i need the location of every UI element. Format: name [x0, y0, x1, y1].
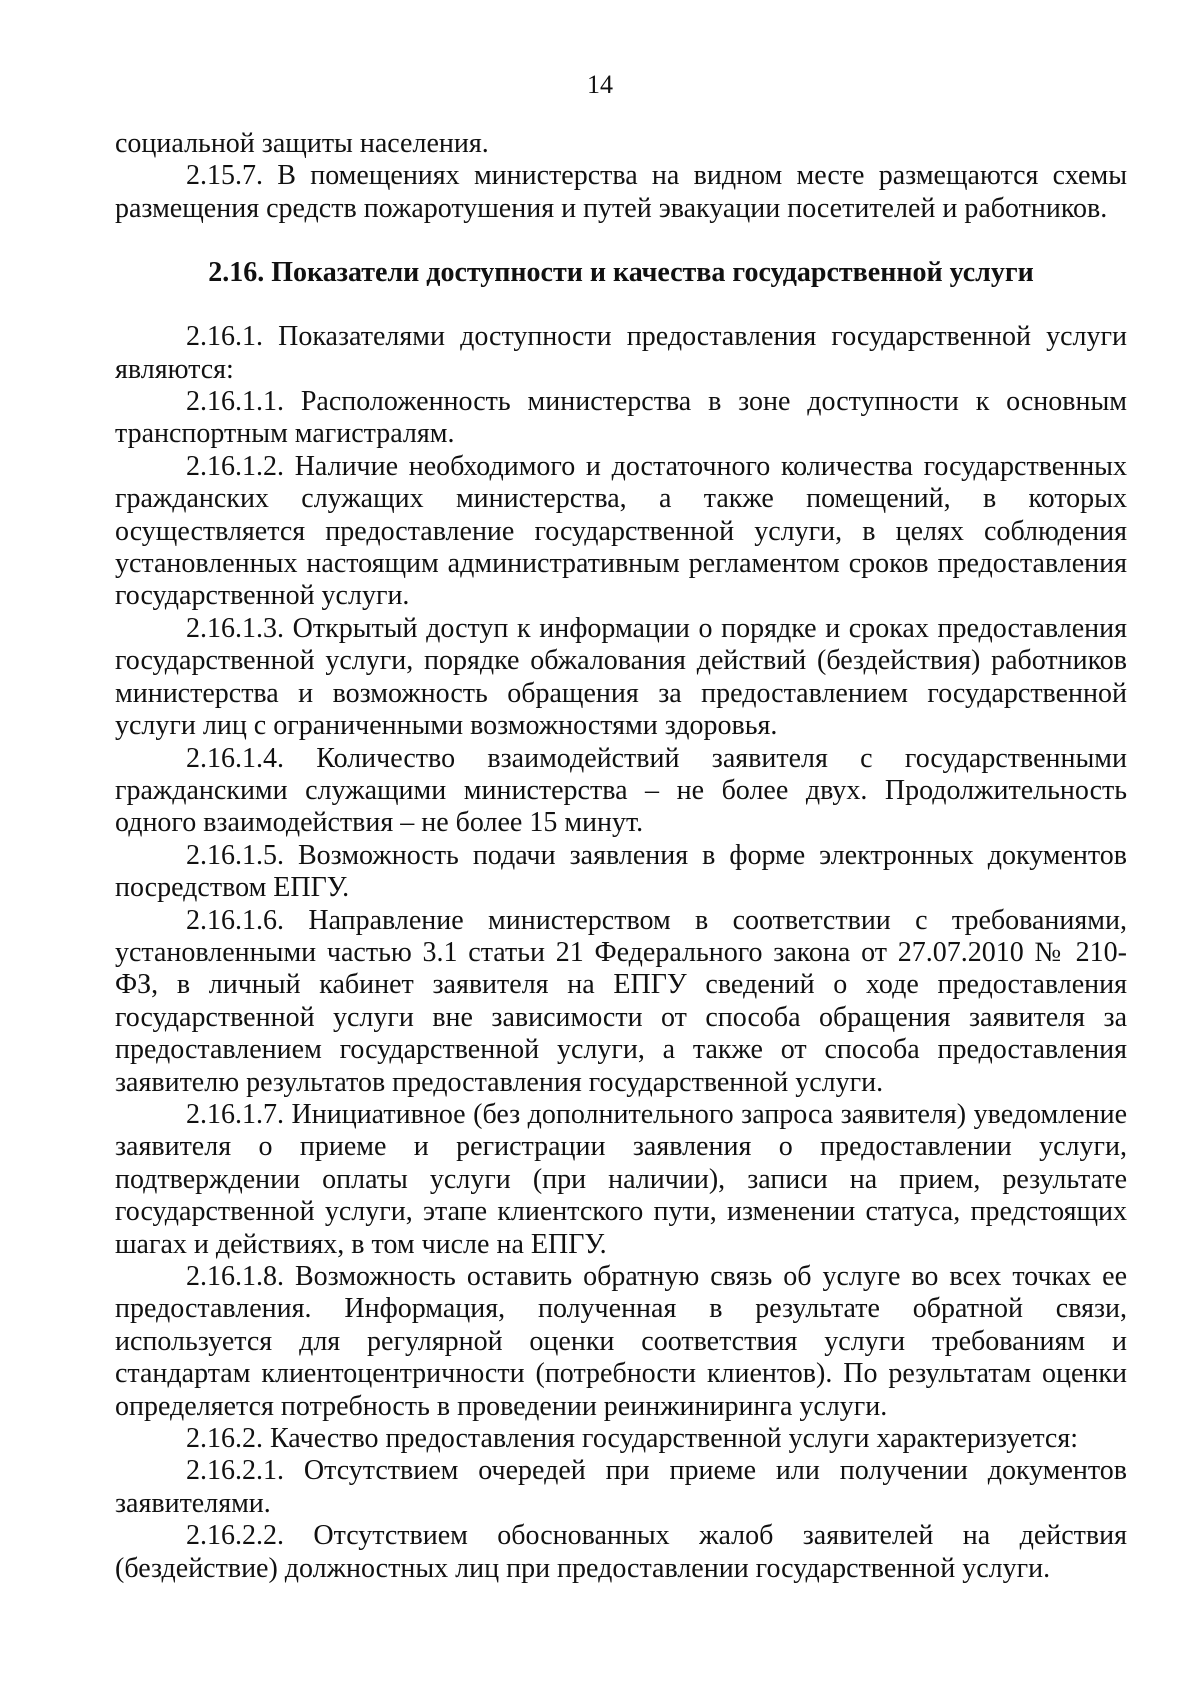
paragraph-2-16-1-1: 2.16.1.1. Расположенность министерства в зоне доступности к основным транспортным магистралям. — [115, 386, 1127, 450]
paragraph-continuation: социальной защиты населения. — [115, 128, 489, 159]
paragraph-2-16-1: 2.16.1. Показателями доступности предоставления государственной услуги являются: — [115, 321, 1127, 385]
document-body — [115, 128, 1127, 1585]
paragraph-2-16-2: 2.16.2. Качество предоставления государственной услуги характеризуется: — [186, 1423, 1079, 1455]
paragraph-2-16-1-2: 2.16.1.2. Наличие необходимого и достаточного количества государственных гражданских служащих министерства, а также помещений, в которых осуществляется предоставление государственной услуги, в целях соблюдения установленных настоящим административным регламентом сроков предоставления государственной услуги. — [115, 450, 1127, 612]
page-number: 14 — [587, 70, 613, 99]
paragraph-2-16-2-1: 2.16.2.1. Отсутствием очередей при приеме или получении документов заявителями. — [115, 1455, 1127, 1519]
paragraph-2-16-1-8: 2.16.1.8. Возможность оставить обратную связь об услуге во всех точках ее предоставления. Информация, полученная в результате обратной связи, используется для регулярной оценки соответствия услуги требованиям и стандартам клиентоцентричности (потребности клиентов). По результатам оценки определяется потребность в проведении реинжиниринга услуги. — [115, 1261, 1127, 1422]
paragraph-2-16-1-7: 2.16.1.7. Инициативное (без дополнительного запроса заявителя) уведомление заявителя о приеме и регистрации заявления о предоставлении услуги, подтверждении оплаты услуги (при наличии), записи на прием, результате государственной услуги, этапе клиентского пути, изменении статуса, предстоящих шагах и действиях, в том числе на ЕПГУ. — [115, 1098, 1127, 1260]
section-heading: 2.16. Показатели доступности и качества государственной услуги — [208, 257, 1034, 289]
paragraph-2-16-2-2: 2.16.2.2. Отсутствием обоснованных жалоб заявителей на действия (бездействие) должностных лиц при предоставлении государственной услуги. — [115, 1520, 1127, 1584]
paragraph-2-16-1-3: 2.16.1.3. Открытый доступ к информации о порядке и сроках предоставления государственной услуги, порядке обжалования действий (бездействия) работников министерства и возможность обращения за предоставлением государственной услуги лиц с ограниченными возможностями здоровья. — [115, 612, 1127, 742]
paragraph-2-16-1-4: 2.16.1.4. Количество взаимодействий заявителя с государственными гражданскими служащими министерства – не более двух. Продолжительность одного взаимодействия – не более 15 минут. — [115, 742, 1127, 839]
paragraph-2-15-7: 2.15.7. В помещениях министерства на видном месте размещаются схемы размещения средств пожаротушения и путей эвакуации посетителей и работников. — [115, 160, 1127, 224]
paragraph-2-16-1-6: 2.16.1.6. Направление министерством в соответствии с требованиями, установленными частью 3.1 статьи 21 Федерального закона от 27.07.2010 № 210-ФЗ, в личный кабинет заявителя на ЕПГУ сведений о ходе предоставления государственной услуги вне зависимости от способа обращения заявителя за предоставлением государственной услуги, а также от способа предоставления заявителю результатов предоставления государственной услуги. — [115, 904, 1127, 1098]
paragraph-2-16-1-5: 2.16.1.5. Возможность подачи заявления в форме электронных документов посредством ЕПГУ. — [115, 839, 1127, 904]
